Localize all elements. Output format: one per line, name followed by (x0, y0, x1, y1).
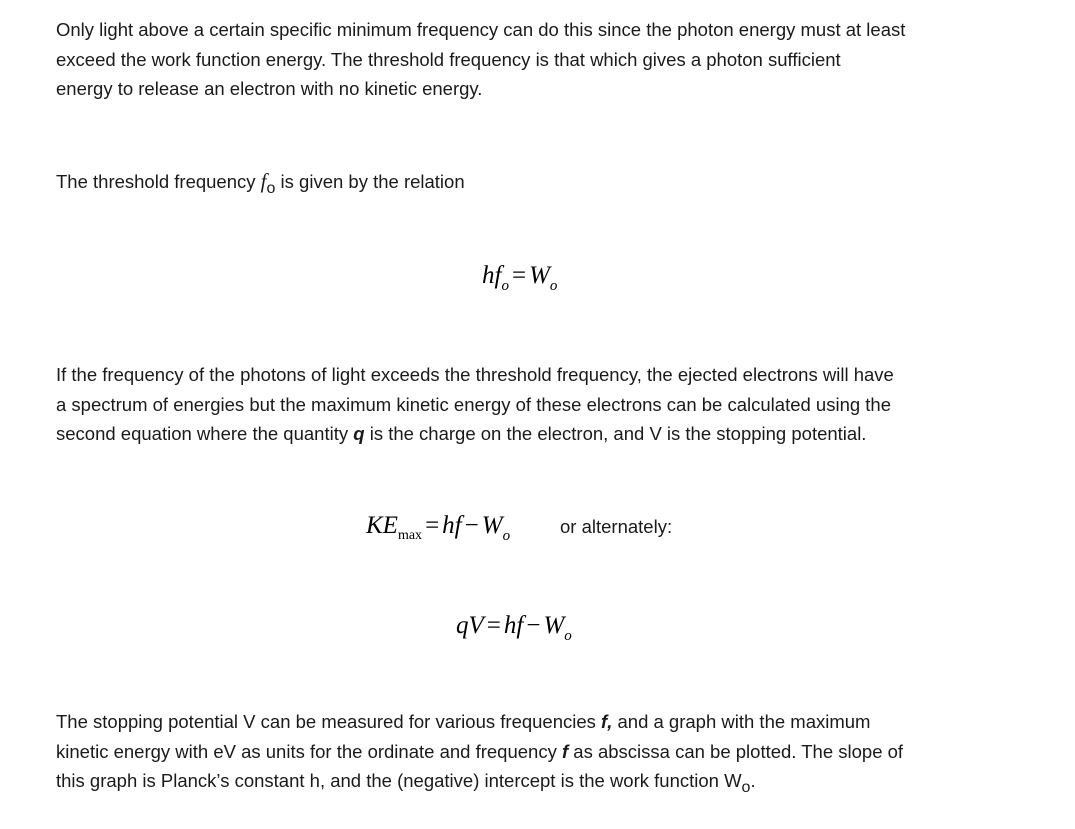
spectrum-line-2: a spectrum of energies but the maximum kinetic energy of these electrons can be calculated using the (56, 393, 892, 415)
eq3-term2-sub: o (564, 628, 572, 644)
spectrum-line-1: If the frequency of the photons of light exceeds the threshold frequency, the ejected electrons will have (56, 364, 894, 385)
threshold-text-before: The threshold frequency (56, 171, 261, 192)
threshold-text-after: is given by the relation (275, 171, 465, 192)
eq1-lhs-sub: o (501, 278, 509, 294)
threshold-var-f: f (260, 169, 267, 193)
eq1-equals: = (511, 262, 527, 289)
eq2-lhs-sub: max (397, 528, 423, 543)
eq3-minus: − (526, 612, 541, 639)
graph-line-3-before: this graph is Planck’s constant h, and the (negative) intercept is the work function W (56, 770, 742, 791)
eq3-term2: W (543, 612, 565, 639)
graph-line-1-before: The stopping potential V can be measured for various frequencies (56, 711, 602, 732)
paragraph-spectrum (56, 360, 1016, 449)
spectrum-line-3-before: second equation where the quantity (56, 423, 354, 444)
equation-note: or alternately: (560, 516, 673, 537)
eq1-rhs: W (529, 262, 550, 289)
eq1-rhs-sub: o (549, 278, 558, 294)
intro-line-3: energy to release an electron with no kinetic energy. (56, 78, 483, 99)
intro-line-2: exceed the work function energy. The threshold frequency is that which gives a photon sufficient (56, 48, 841, 70)
spectrum-line-3-after: is the charge on the electron, and V is the stopping potential. (364, 423, 867, 444)
graph-line-3-sub: o (741, 779, 751, 796)
eq2-minus: − (464, 512, 479, 539)
graph-var-f-1: f, (601, 711, 613, 732)
eq2-equals: = (425, 512, 440, 539)
paragraph-graph (56, 707, 1016, 803)
threshold-var-sub: o (266, 180, 276, 197)
eq3-lhs: qV (456, 612, 484, 639)
eq2-lhs: KE (366, 512, 398, 539)
paragraph-intro (56, 15, 1016, 104)
graph-line-1-after: and a graph with the maximum (612, 711, 871, 732)
eq1-lhs: hf (482, 262, 502, 289)
equation-stopping-potential (456, 612, 572, 645)
equation-threshold (482, 262, 557, 295)
graph-line-3-end: . (750, 770, 756, 791)
intro-line-1: Only light above a certain specific minimum frequency can do this since the photon energy must at least (56, 19, 906, 40)
paragraph-threshold (56, 167, 1016, 204)
graph-line-2-before: kinetic energy with eV as units for the ordinate and frequency (56, 740, 562, 762)
eq3-term1: hf (503, 612, 524, 639)
eq2-term1: hf (442, 512, 462, 539)
eq3-equals: = (486, 612, 501, 639)
graph-line-2-after: as abscissa can be plotted. The slope of (568, 740, 904, 762)
graph-var-f-2: f (561, 740, 569, 762)
eq2-term2: W (481, 512, 503, 539)
equation-kinetic-energy (366, 512, 510, 545)
spectrum-var-q: q (353, 423, 365, 444)
eq2-term2-sub: o (502, 528, 511, 544)
